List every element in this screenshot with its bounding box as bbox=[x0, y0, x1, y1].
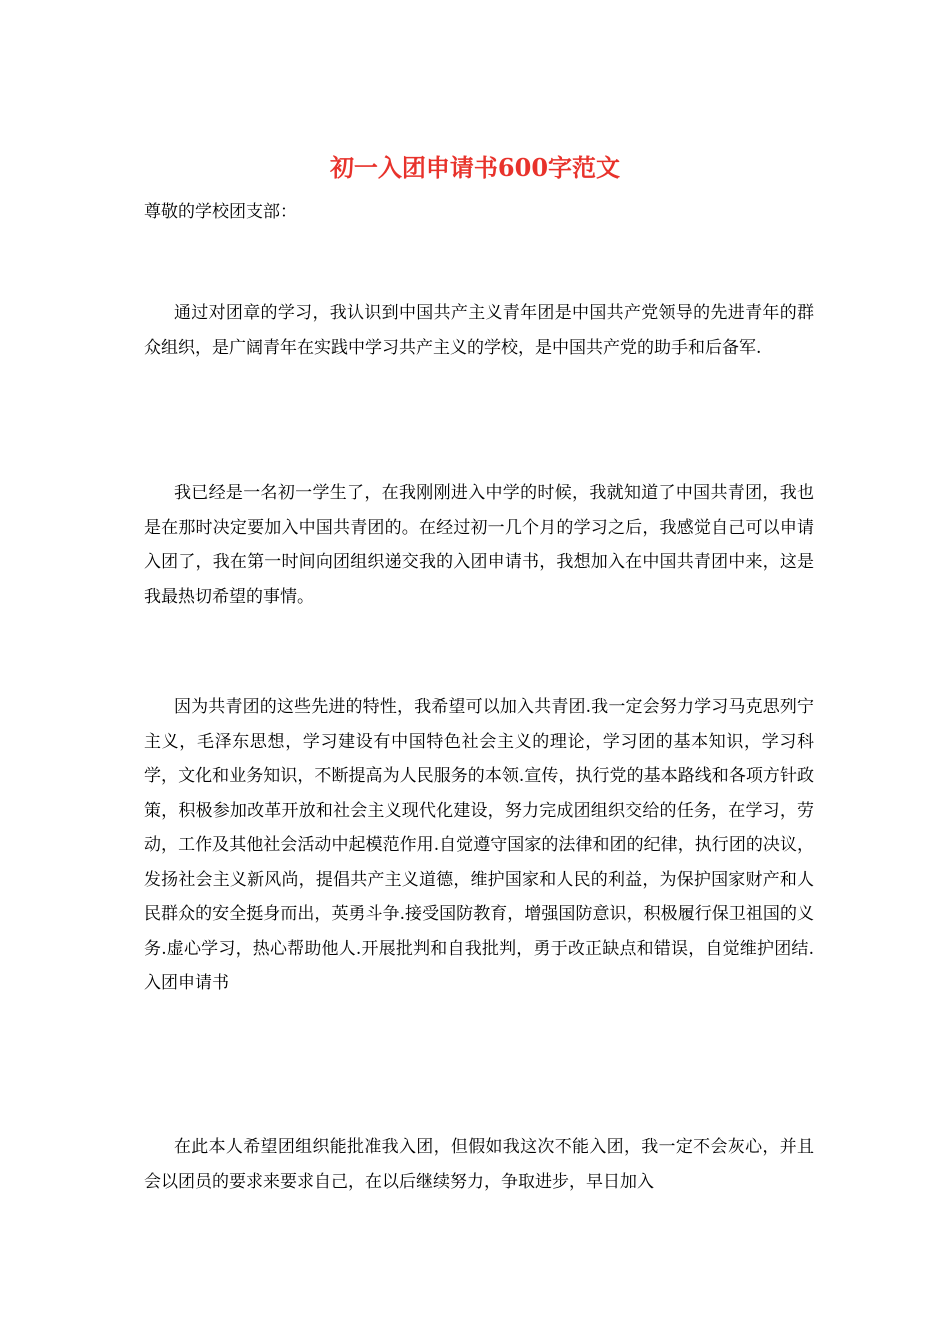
paragraph-3: 因为共青团的这些先进的特性，我希望可以加入共青团.我一定会努力学习马克思列宁主义，毛泽东思想，学习建设有中国特色社会主义的理论，学习团的基本知识，学习科学，文化和业务知识，不断提高为人民服务的本领.宣传，执行党的基本路线和各项方针政策，积极参加改革开放和社会主义现代化建设，努力完成团组织交给的任务，在学习，劳动，工作及其他社会活动中起模范作用.自觉遵守国家的法律和团的纪律，执行团的决议，发扬社会主义新风尚，提倡共产主义道德，维护国家和人民的利益，为保护国家财产和人民群众的安全挺身而出，英勇斗争.接受国防教育，增强国防意识，积极履行保卫祖国的义务.虚心学习，热心帮助他人.开展批判和自我批判，勇于改正缺点和错误，自觉维护团结.入团申请书 bbox=[144, 697, 814, 993]
document-title: 初一入团申请书600字范文 bbox=[329, 153, 621, 182]
salutation: 尊敬的学校团支部： bbox=[144, 202, 297, 222]
paragraph-4: 在此本人希望团组织能批准我入团，但假如我这次不能入团，我一定不会灰心，并且会以团员的要求来要求自己，在以后继续努力，争取进步，早日加入 bbox=[144, 1137, 814, 1192]
paragraph-1: 通过对团章的学习，我认识到中国共产主义青年团是中国共产党领导的先进青年的群众组织，是广阔青年在实践中学习共产主义的学校，是中国共产党的助手和后备军. bbox=[144, 303, 814, 358]
paragraph-2: 我已经是一名初一学生了，在我刚刚进入中学的时候，我就知道了中国共青团，我也是在那时决定要加入中国共青团的。在经过初一几个月的学习之后，我感觉自己可以申请入团了，我在第一时间向团组织递交我的入团申请书，我想加入在中国共青团中来，这是我最热切希望的事情。 bbox=[144, 483, 814, 607]
